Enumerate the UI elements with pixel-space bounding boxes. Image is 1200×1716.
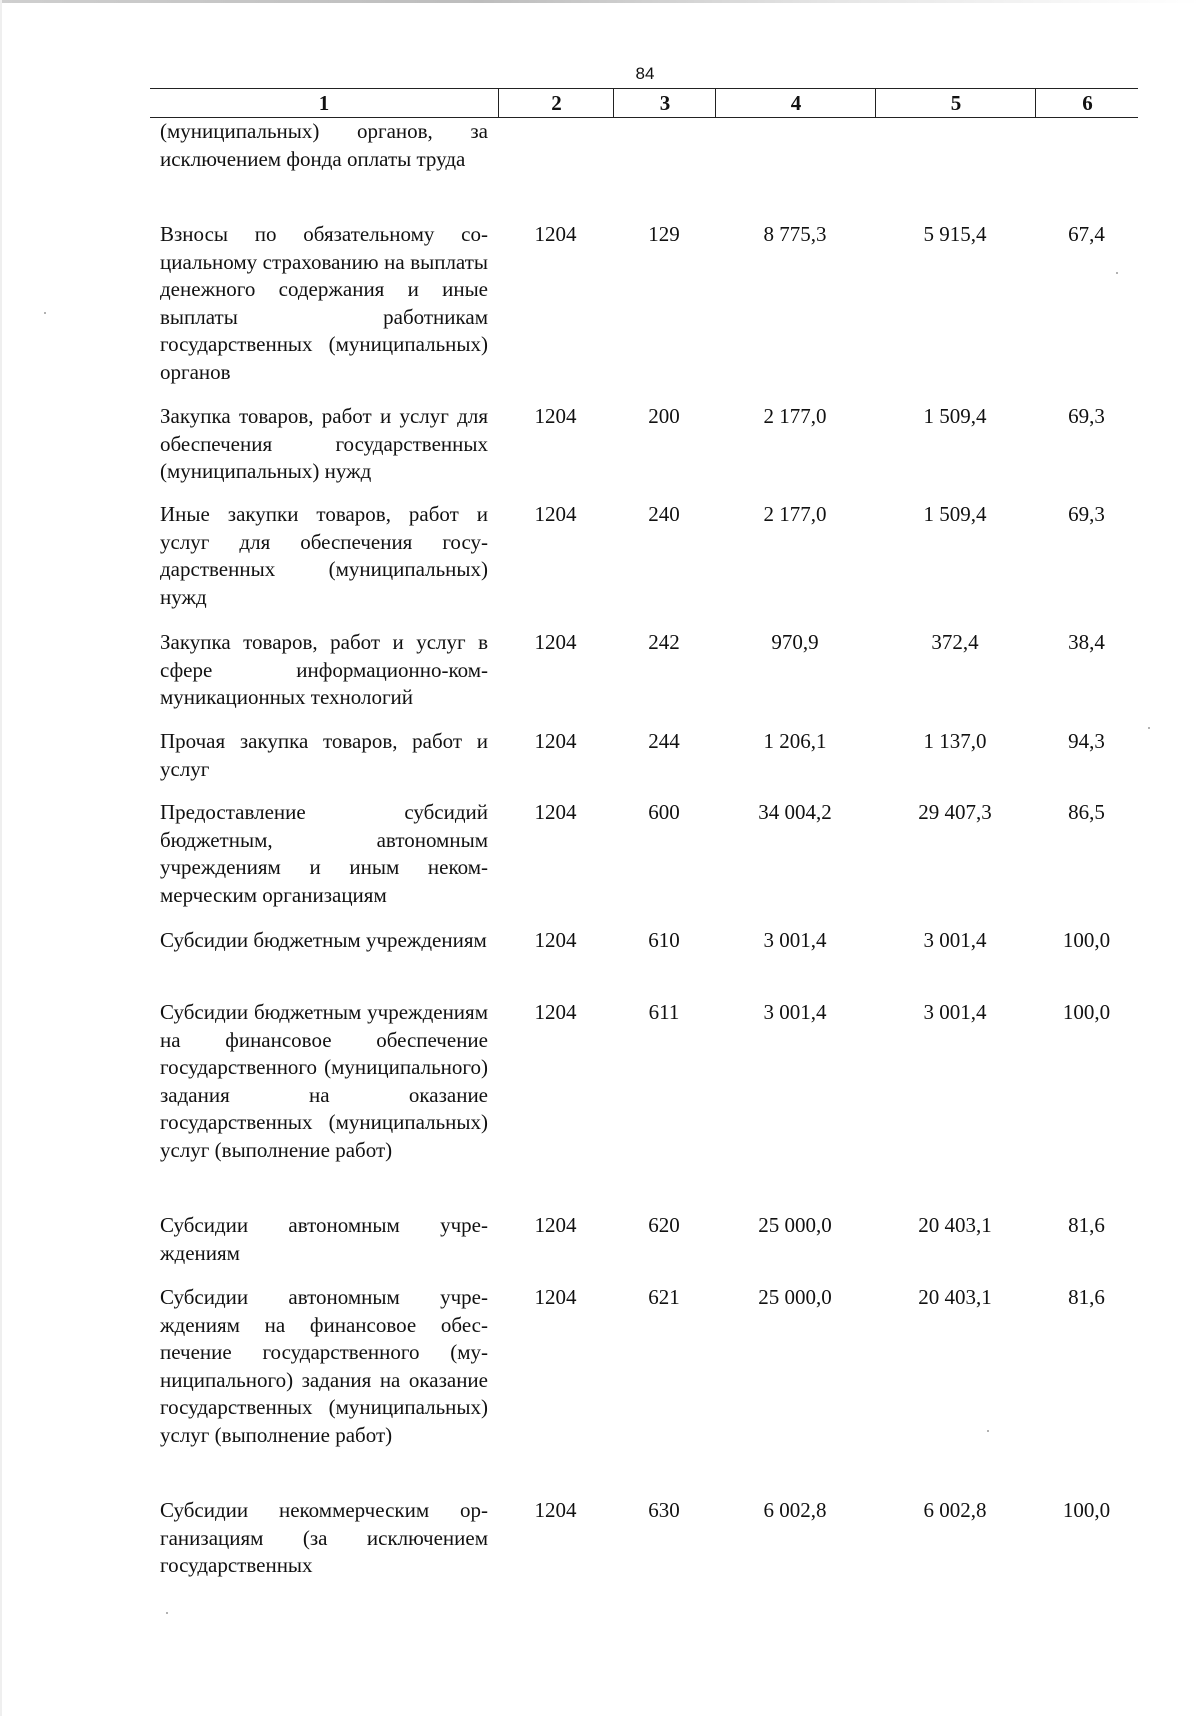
row-plan-value: 1 206,1 [763,729,827,753]
row-name: Прочая закупка товаров, работ и услуг [160,729,488,781]
header-col-5: 5 [875,89,1036,117]
row-actual-value: 20 403,1 [918,1213,992,1237]
row-name: Субсидии автономным учреждениям на финансовое обеспечение государственного (муниципального) задания на оказание государственных (муниципальных) услуг (выполнение работ) [160,1285,488,1447]
row-name: Субсидии бюджетным учреждениям на финансовое обеспечение государственного (муниципального) задания на оказание государственных (муниципальных) услуг (выполнение работ) [160,1000,488,1162]
row-actual-value: 5 915,4 [923,222,987,246]
row-name: Взносы по обязательному социальному страхованию на выплаты денежного содержания и иные выплаты работникам государственных (муниципальных) органов [160,222,488,384]
row-percent: 100,0 [1062,1000,1111,1024]
row-percent: 67,4 [1068,222,1105,246]
budget-table [150,88,1138,1577]
row-expense-code: 242 [648,630,680,654]
page-number: 84 [635,64,655,83]
row-section-code: 1204 [534,630,577,654]
row-actual-value: 1 509,4 [923,404,987,428]
row-name: Субсидии бюджетным учреждениям [160,928,487,952]
scan-speck [166,1612,168,1614]
row-actual-value: 29 407,3 [918,800,992,824]
row-plan-value: 2 177,0 [763,502,827,526]
row-percent: 100,0 [1062,1498,1111,1522]
row-percent: 86,5 [1068,800,1105,824]
row-plan-value: 2 177,0 [763,404,827,428]
scan-speck [987,1430,989,1432]
header-col-3: 3 [613,89,716,117]
row-section-code: 1204 [534,1498,577,1522]
row-name: (муниципальных) органов, за исключением фонда оплаты труда [160,119,488,171]
row-plan-value: 25 000,0 [758,1285,832,1309]
row-plan-value: 3 001,4 [763,1000,827,1024]
row-expense-code: 630 [648,1498,680,1522]
header-col-6: 6 [1035,89,1139,117]
row-actual-value: 1 509,4 [923,502,987,526]
row-expense-code: 200 [648,404,680,428]
row-section-code: 1204 [534,1213,577,1237]
row-plan-value: 25 000,0 [758,1213,832,1237]
row-actual-value: 372,4 [931,630,979,654]
row-section-code: 1204 [534,222,577,246]
row-name: Закупка товаров, работ и услуг для обеспечения государственных (муниципальных) нужд [160,404,488,483]
row-name: Субсидии автономным учреждениям [160,1213,488,1265]
row-expense-code: 621 [648,1285,680,1309]
scan-speck [1116,272,1118,274]
header-col-1: 1 [318,91,330,115]
row-plan-value: 8 775,3 [763,222,827,246]
header-col-2: 2 [498,89,614,117]
row-expense-code: 244 [648,729,680,753]
row-expense-code: 240 [648,502,680,526]
row-percent: 69,3 [1068,502,1105,526]
row-name: Закупка товаров, работ и услуг в сфере информационно-коммуникационных технологий [160,630,488,709]
row-percent: 81,6 [1068,1285,1105,1309]
row-section-code: 1204 [534,502,577,526]
row-percent: 94,3 [1068,729,1105,753]
row-expense-code: 129 [648,222,680,246]
row-section-code: 1204 [534,928,577,952]
row-actual-value: 6 002,8 [923,1498,987,1522]
row-plan-value: 6 002,8 [763,1498,827,1522]
header-col-4: 4 [715,89,876,117]
row-actual-value: 1 137,0 [923,729,987,753]
row-actual-value: 3 001,4 [923,928,987,952]
row-percent: 38,4 [1068,630,1105,654]
row-percent: 81,6 [1068,1213,1105,1237]
row-plan-value: 34 004,2 [758,800,832,824]
row-expense-code: 600 [648,800,680,824]
scan-speck [44,312,46,314]
row-section-code: 1204 [534,729,577,753]
row-percent: 69,3 [1068,404,1105,428]
row-name: Субсидии некоммерческим организациям (за исключением государственных [160,1498,488,1577]
row-section-code: 1204 [534,1285,577,1309]
row-expense-code: 611 [648,1000,680,1024]
row-plan-value: 3 001,4 [763,928,827,952]
row-plan-value: 970,9 [771,630,819,654]
row-section-code: 1204 [534,1000,577,1024]
row-expense-code: 620 [648,1213,680,1237]
scan-edge-left [0,0,2,1716]
row-name: Иные закупки товаров, работ и услуг для обеспечения государственных (муниципальных) нужд [160,502,488,609]
table-header [150,88,1138,118]
row-name: Предоставление субсидий бюджетным, автономным учреждениям и иным некоммерческим организациям [160,800,488,907]
row-expense-code: 610 [648,928,680,952]
scan-edge-top [0,0,1200,3]
scan-speck [1148,727,1150,729]
row-section-code: 1204 [534,404,577,428]
row-actual-value: 20 403,1 [918,1285,992,1309]
row-section-code: 1204 [534,800,577,824]
row-percent: 100,0 [1062,928,1111,952]
row-actual-value: 3 001,4 [923,1000,987,1024]
